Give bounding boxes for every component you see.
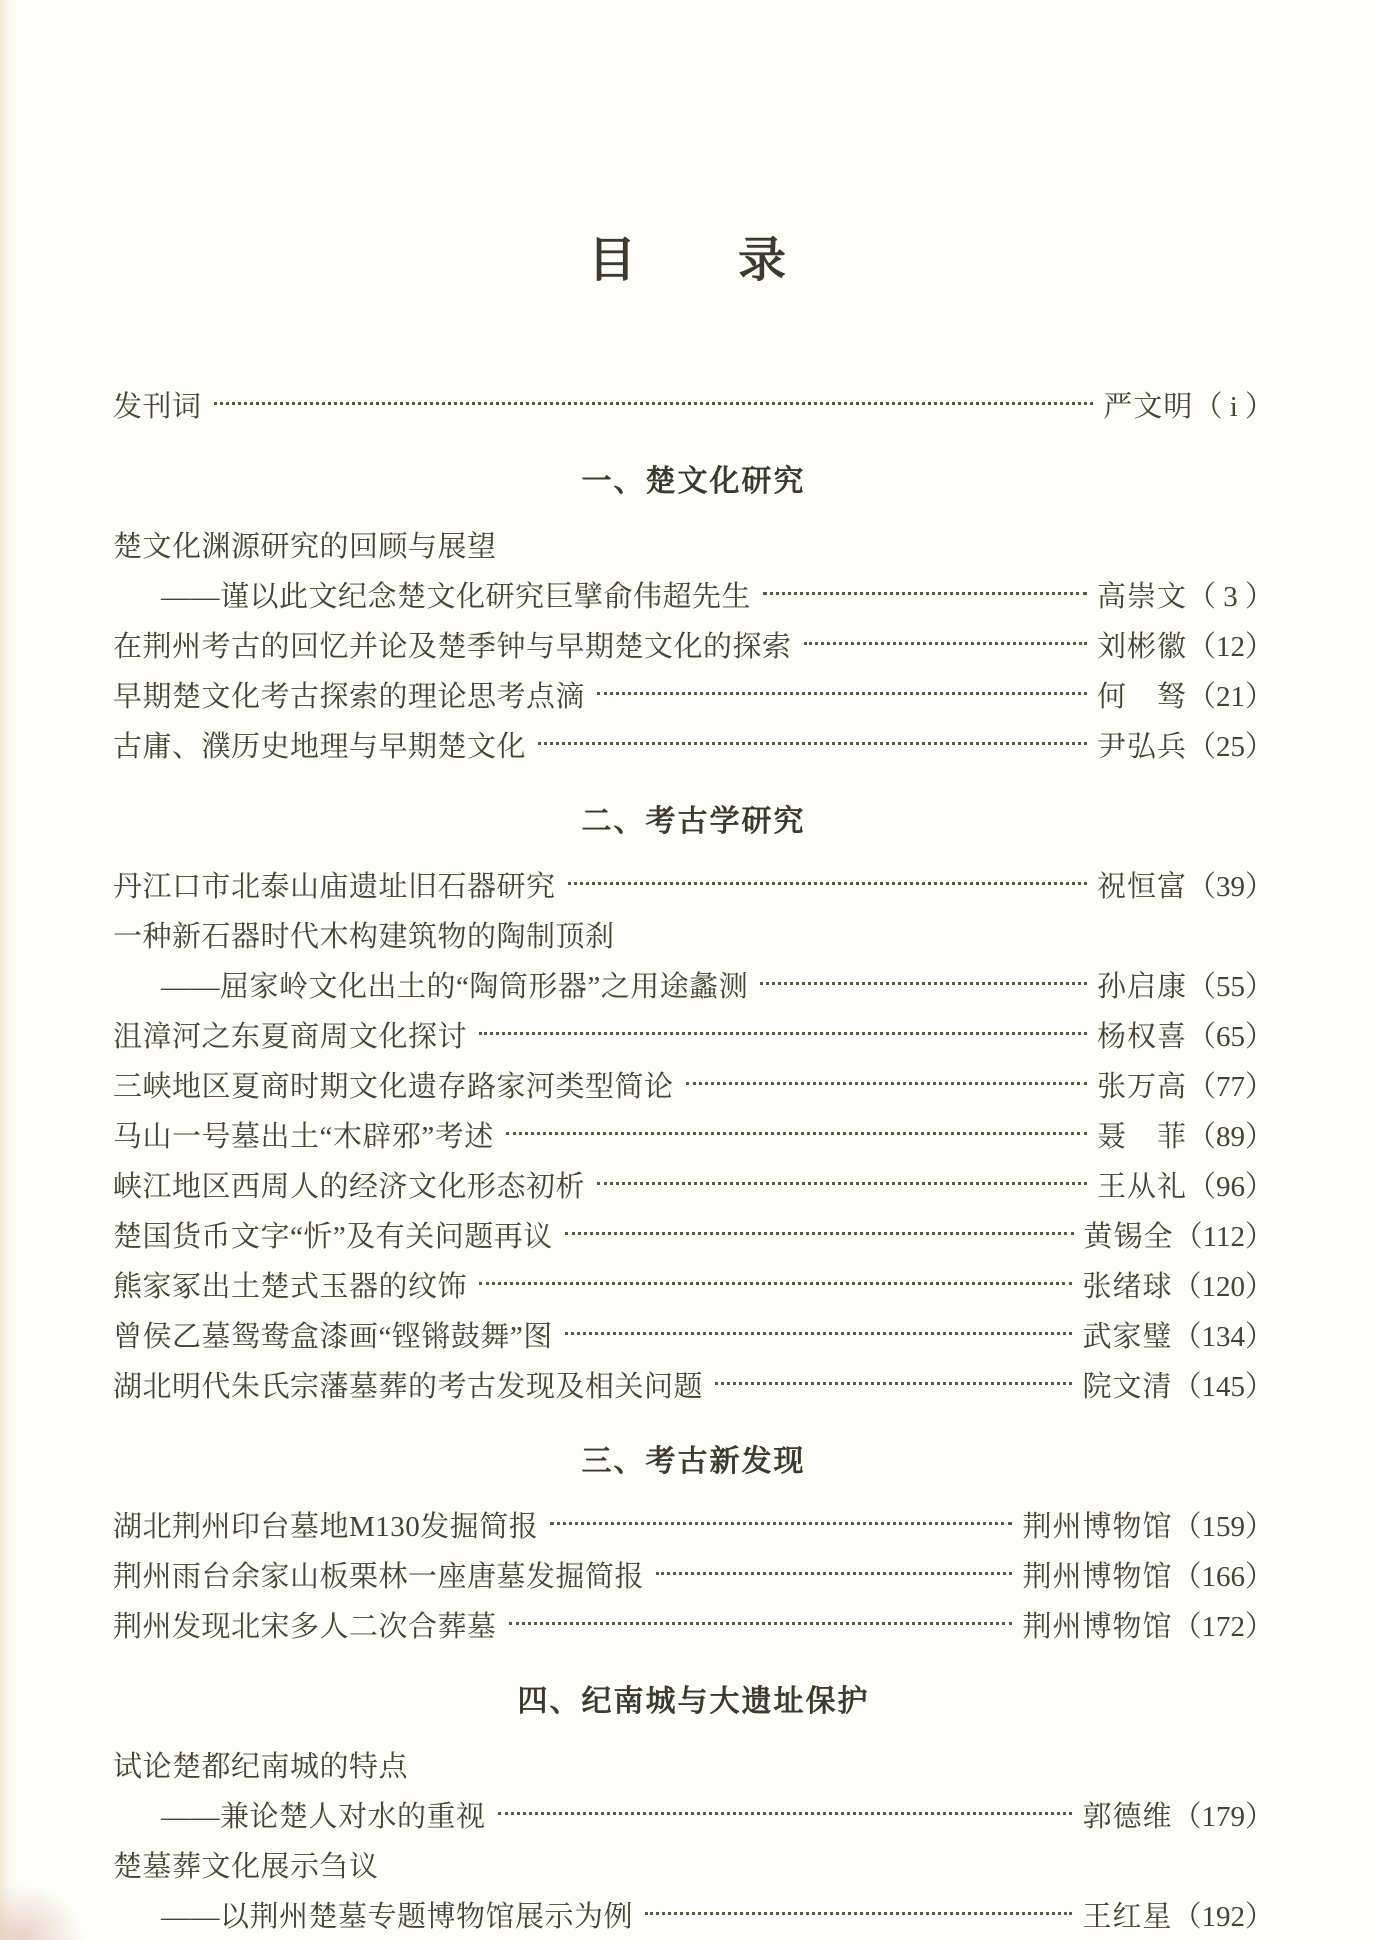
- entry-author: 荆州博物馆: [1022, 1611, 1173, 1644]
- entry-title: 发刊词: [113, 391, 202, 424]
- entry-author: 荆州博物馆: [1022, 1511, 1173, 1544]
- dot-leader: [597, 692, 1087, 695]
- entry-title: 楚文化渊源研究的回顾与展望: [113, 531, 497, 564]
- entry-title: 峡江地区西周人的经济文化形态初析: [113, 1171, 586, 1204]
- toc-entry-row: [113, 1012, 1274, 1062]
- dot-leader: [509, 1622, 1013, 1625]
- dot-leader: [760, 982, 1087, 985]
- toc-section-heading: 三、考古新发现: [581, 1445, 806, 1479]
- toc-entry-row: [113, 1502, 1274, 1552]
- entry-author: 刘彬徽: [1096, 631, 1187, 664]
- entry-page-number: （ i ）: [1193, 391, 1274, 424]
- entry-title: 马山一号墓出土“木辟邪”考述: [113, 1121, 494, 1154]
- entry-author-page: [1097, 622, 1274, 672]
- entry-title: 试论楚都纪南城的特点: [113, 1751, 409, 1784]
- entry-author: 郭德维: [1082, 1801, 1173, 1834]
- dot-leader: [565, 1232, 1074, 1235]
- entry-author: 严文明: [1103, 391, 1194, 424]
- toc-entry-row: [113, 1362, 1274, 1412]
- entry-author: 王从礼: [1096, 1171, 1187, 1204]
- toc-section-heading: 二、考古学研究: [581, 805, 806, 839]
- entry-author: 王红星: [1082, 1901, 1173, 1934]
- entry-author-page: [1084, 1212, 1274, 1262]
- entry-title: 丹江口市北泰山庙遗址旧石器研究: [113, 871, 556, 904]
- entry-title: ——屈家岭文化出土的“陶筒形器”之用途蠡测: [161, 971, 749, 1004]
- entry-title: 楚墓葬文化展示刍议: [113, 1851, 379, 1884]
- toc-entry-row: [113, 1552, 1274, 1602]
- entry-page-number: （77）: [1186, 1071, 1274, 1104]
- entry-author: 张绪球: [1082, 1271, 1173, 1304]
- entry-page-number: （55）: [1186, 971, 1274, 1004]
- toc-section-heading: 一、楚文化研究: [581, 465, 806, 499]
- entry-page-number: （12）: [1186, 631, 1274, 664]
- entry-author: 何 驽: [1096, 681, 1187, 714]
- entry-title: ——谨以此文纪念楚文化研究巨擘俞伟超先生: [161, 581, 752, 614]
- toc-section-heading: 四、纪南城与大遗址保护: [517, 1685, 870, 1719]
- entry-page-number: （120）: [1172, 1271, 1274, 1304]
- entry-title: 在荆州考古的回忆并论及楚季钟与早期楚文化的探索: [113, 631, 792, 664]
- entry-title: 荆州发现北宋多人二次合葬墓: [113, 1611, 497, 1644]
- entry-author-page: [1022, 1552, 1274, 1602]
- toc-entry-row: [113, 1112, 1274, 1162]
- toc-entry-row: [113, 862, 1274, 912]
- entry-title: ——以荆州楚墓专题博物馆展示为例: [161, 1901, 634, 1934]
- dot-leader: [498, 1812, 1073, 1815]
- entry-title: 湖北明代朱氏宗藩墓葬的考古发现及相关问题: [113, 1371, 704, 1404]
- entry-author: 杨权喜: [1096, 1021, 1187, 1054]
- dot-leader: [550, 1522, 1012, 1525]
- entry-author: 武家璧: [1082, 1321, 1173, 1354]
- entry-author-page: [1097, 1012, 1274, 1062]
- toc-entry-row: [113, 382, 1274, 432]
- entry-page-number: （25）: [1186, 731, 1274, 764]
- entry-title: ——兼论楚人对水的重视: [161, 1801, 486, 1834]
- entry-page-number: （39）: [1186, 871, 1274, 904]
- entry-author-page: [1082, 1362, 1274, 1412]
- toc-entry-row: [113, 622, 1274, 672]
- dot-leader: [506, 1132, 1087, 1135]
- entry-author: 高崇文: [1096, 581, 1187, 614]
- toc-entry-row: [113, 1742, 1274, 1792]
- entry-title: 古庸、濮历史地理与早期楚文化: [113, 731, 527, 764]
- entry-page-number: （134）: [1172, 1321, 1274, 1354]
- entry-author-page: [1082, 1792, 1274, 1842]
- toc-entry-row: [113, 1312, 1274, 1362]
- entry-author-page: [1097, 1112, 1274, 1162]
- entry-author-page: [1097, 862, 1274, 912]
- toc-entry-row: [113, 672, 1274, 722]
- toc-entry-row: [113, 722, 1274, 772]
- toc-entry-row: [113, 1842, 1274, 1892]
- toc-entry-row: [113, 1162, 1274, 1212]
- entry-author-page: [1097, 672, 1274, 722]
- scan-smudge: [0, 1884, 84, 1940]
- dot-leader: [656, 1572, 1012, 1575]
- entry-page-number: （89）: [1186, 1121, 1274, 1154]
- entry-page-number: （65）: [1186, 1021, 1274, 1054]
- entry-author: 聂 菲: [1096, 1121, 1187, 1154]
- entry-page-number: （112）: [1173, 1221, 1274, 1254]
- toc-list: [113, 382, 1274, 1940]
- entry-page-number: （21）: [1186, 681, 1274, 714]
- entry-author-page: [1103, 382, 1274, 432]
- entry-title: 熊家冢出土楚式玉器的纹饰: [113, 1271, 468, 1304]
- entry-author-page: [1082, 1262, 1274, 1312]
- toc-entry-row: [113, 1212, 1274, 1262]
- entry-page-number: （96）: [1186, 1171, 1274, 1204]
- entry-author-page: [1097, 722, 1274, 772]
- dot-leader: [645, 1912, 1072, 1915]
- toc-entry-row: [113, 962, 1274, 1012]
- toc-entry-row: [113, 1262, 1274, 1312]
- entry-page-number: （159）: [1172, 1511, 1274, 1544]
- entry-page-number: （145）: [1172, 1371, 1274, 1404]
- dot-leader: [763, 592, 1087, 595]
- entry-author: 尹弘兵: [1096, 731, 1187, 764]
- toc-entry-row: [113, 1892, 1274, 1940]
- dot-leader: [804, 642, 1087, 645]
- entry-page-number: （172）: [1172, 1611, 1274, 1644]
- dot-leader: [597, 1182, 1087, 1185]
- entry-author-page: [1082, 1892, 1274, 1940]
- dot-leader: [479, 1032, 1087, 1035]
- entry-title: 湖北荆州印台墓地M130发掘简报: [113, 1511, 539, 1544]
- dot-leader: [565, 1332, 1073, 1335]
- entry-author-page: [1097, 572, 1274, 622]
- toc-entry-row: [113, 1792, 1274, 1842]
- entry-title: 楚国货币文字“忻”及有关问题再议: [113, 1221, 553, 1254]
- toc-entry-row: [113, 522, 1274, 572]
- entry-title: 三峡地区夏商时期文化遗存路家河类型简论: [113, 1071, 674, 1104]
- entry-author-page: [1097, 1162, 1274, 1212]
- entry-author-page: [1082, 1312, 1274, 1362]
- page-binding-edge: [0, 0, 16, 1940]
- toc-entry-row: [113, 572, 1274, 622]
- dot-leader: [686, 1082, 1087, 1085]
- entry-title: 沮漳河之东夏商周文化探讨: [113, 1021, 468, 1054]
- entry-author: 祝恒富: [1096, 871, 1187, 904]
- toc-entry-row: [113, 1602, 1274, 1652]
- dot-leader: [538, 742, 1087, 745]
- entry-page-number: （166）: [1172, 1561, 1274, 1594]
- dot-leader: [479, 1282, 1072, 1285]
- dot-leader: [715, 1382, 1072, 1385]
- entry-page-number: （ 3 ）: [1186, 581, 1274, 614]
- page-title: 目 录: [587, 234, 788, 287]
- entry-page-number: （192）: [1172, 1901, 1274, 1934]
- toc-entry-row: [113, 912, 1274, 962]
- entry-title: 早期楚文化考古探索的理论思考点滴: [113, 681, 586, 714]
- entry-author: 孙启康: [1096, 971, 1187, 1004]
- entry-author: 院文清: [1082, 1371, 1173, 1404]
- entry-page-number: （179）: [1172, 1801, 1274, 1834]
- entry-title: 曾侯乙墓鸳鸯盒漆画“铿锵鼓舞”图: [113, 1321, 553, 1354]
- entry-author-page: [1022, 1602, 1274, 1652]
- entry-title: 荆州雨台余家山板栗林一座唐墓发掘简报: [113, 1561, 645, 1594]
- dot-leader: [568, 882, 1087, 885]
- entry-author-page: [1097, 1062, 1274, 1112]
- entry-author: 黄锡全: [1083, 1221, 1174, 1254]
- entry-title: 一种新石器时代木构建筑物的陶制顶刹: [113, 921, 615, 954]
- entry-author: 荆州博物馆: [1022, 1561, 1173, 1594]
- dot-leader: [214, 402, 1094, 405]
- entry-author: 张万高: [1096, 1071, 1187, 1104]
- entry-author-page: [1022, 1502, 1274, 1552]
- toc-entry-row: [113, 1062, 1274, 1112]
- entry-author-page: [1097, 962, 1274, 1012]
